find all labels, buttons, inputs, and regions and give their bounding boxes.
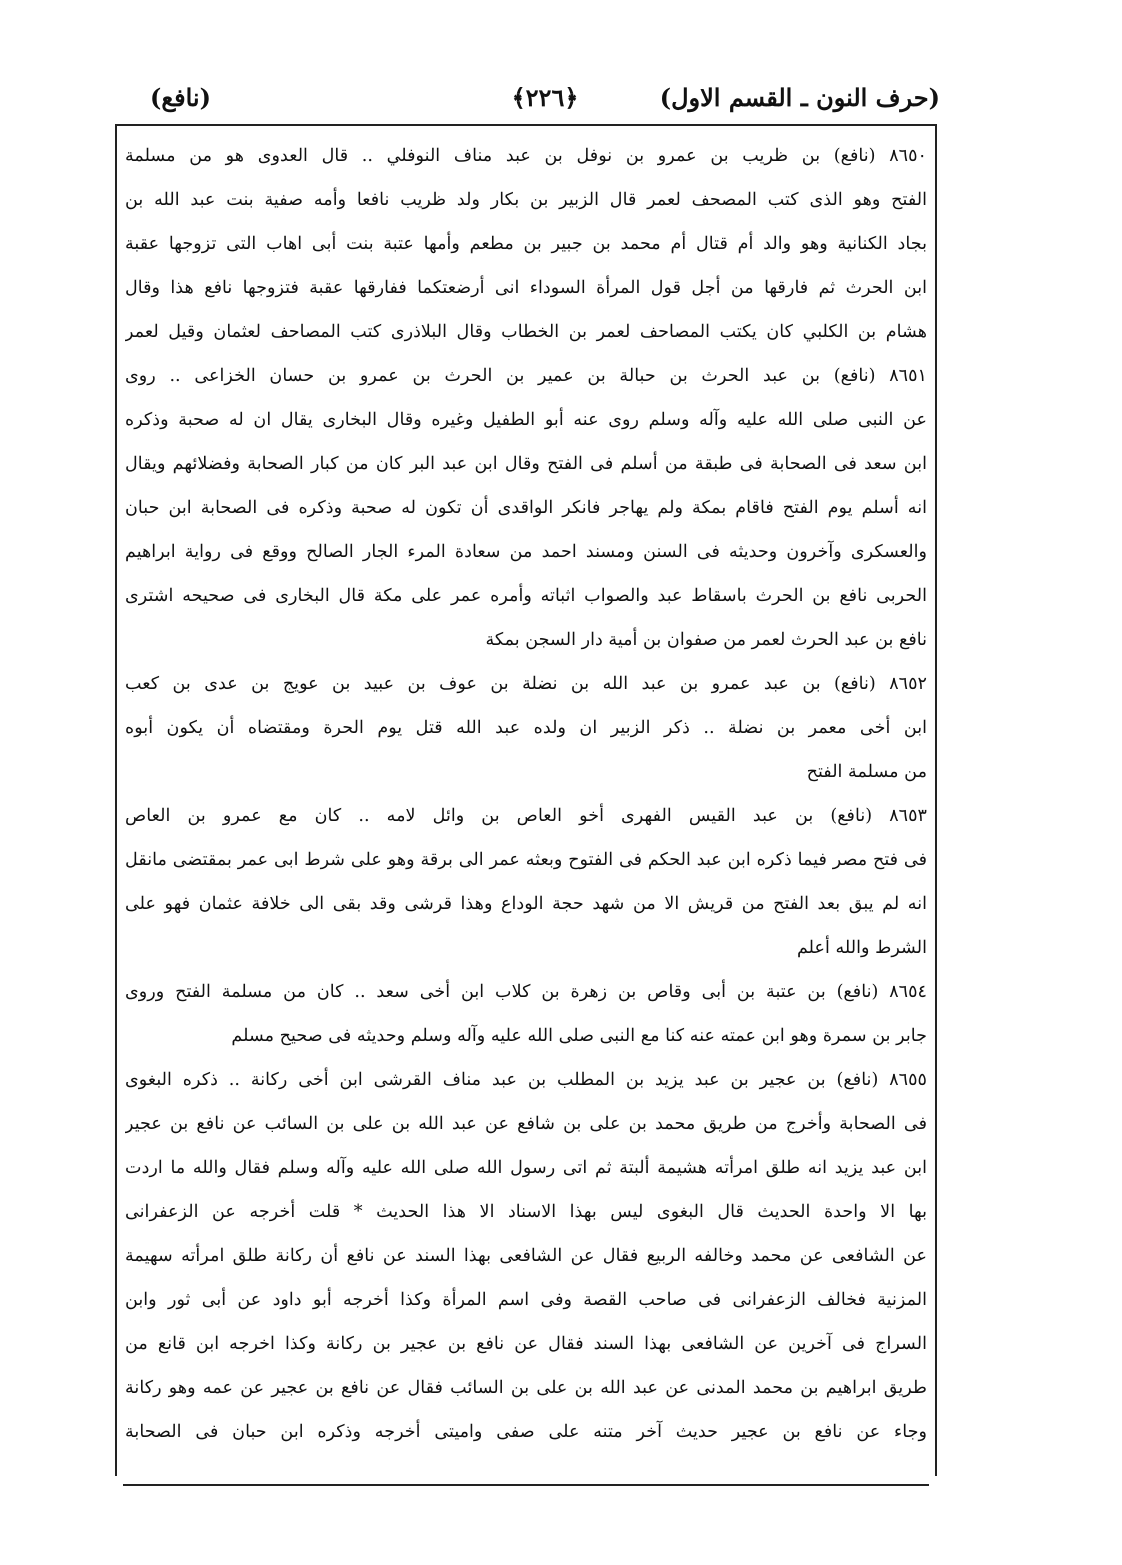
text-line: انه لم يبق بعد الفتح من قريش الا من شهد حجة الوداع وهذا قرشى وقد بقى الى خلافة عثمان فهو على	[125, 894, 927, 914]
text-line: انه أسلم يوم الفتح فاقام بمكة ولم يهاجر فانكر الواقدى أن تكون له صحبة وذكره فى الصحابة ابن حبان	[125, 498, 927, 518]
text-line: ٨٦٥٣ (نافع) بن عبد القيس الفهرى أخو العاص بن وائل لامه .. كان مع عمرو بن العاص	[125, 806, 927, 826]
page-header	[150, 78, 940, 118]
text-line: هشام بن الكلبي كان يكتب المصاحف لعمر بن الخطاب وقال البلاذرى كتب المصاحف لعثمان وقيل لعمر	[125, 322, 927, 342]
text-line: فى الصحابة وأخرج من طريق محمد بن على بن شافع عن عبد الله بن على بن السائب عن نافع بن عجير	[125, 1114, 927, 1134]
text-line: والعسكرى وآخرون وحديثه فى السنن ومسند احمد من سعادة المرء الجار الصالح ووقع فى رواية ابراهيم	[125, 542, 927, 562]
text-line: عن النبى صلى الله عليه وآله وسلم روى عنه أبو الطفيل وغيره وقال البخارى يقال ان له صحبة وذكره	[125, 410, 927, 430]
text-line: نافع بن عبد الحرث لعمر من صفوان بن أمية دار السجن بمكة	[485, 630, 927, 650]
text-line: بها الا واحدة الحديث قال البغوى ليس بهذا الاسناد الا هذا الحديث * قلت أخرجه عن الزعفرانى	[125, 1202, 927, 1222]
text-line: وجاء عن نافع بن عجير حديث آخر متنه على صفى واميتى أخرجه وذكره ابن حبان فى الصحابة	[125, 1422, 927, 1442]
running-head-entry: (نافع)	[150, 83, 211, 112]
text-line: ٨٦٥٢ (نافع) بن عبد عمرو بن عبد الله بن نضلة بن عوف بن عبيد بن عويج بن عدى بن كعب	[125, 674, 927, 694]
text-line: عن الشافعى عن محمد وخالفه الربيع فقال عن الشافعى بهذا السند عن نافع أن ركانة طلق امرأته سهيمة	[125, 1246, 927, 1266]
page-number: ﴿٢٢٦﴾	[511, 83, 579, 112]
text-line: فى فتح مصر فيما ذكره ابن عبد الحكم فى الفتوح وبعثه عمر الى برقة وهو على شرط ابى عمر بمقتضى مانقل	[125, 850, 927, 870]
text-line: الفتح وهو الذى كتب المصحف لعمر قال الزبير بن بكار ولد ظريب نافعا وأمه صفية بنت عبد الله بن	[125, 190, 927, 210]
text-line: ابن عبد يزيد انه طلق امرأته هشيمة ألبتة ثم اتى رسول الله صلى الله عليه وآله وسلم فقال والله ما اردت	[125, 1158, 927, 1178]
text-line: المزنية فخالف الزعفرانى فى صاحب القصة وفى اسم المرأة وكذا أخرجه أبو داود عن أبى ثور وابن	[125, 1290, 927, 1310]
text-line: ٨٦٥٠ (نافع) بن ظريب بن عمرو بن نوفل بن عبد مناف النوفلي .. قال العدوى هو من مسلمة	[125, 146, 927, 166]
text-line: ابن أخى معمر بن نضلة .. ذكر الزبير ان ولده عبد الله قتل يوم الحرة ومقتضاه أن يكون أبوه	[125, 718, 927, 738]
text-line: ابن الحرث ثم فارقها من أجل قول المرأة السوداء انى أرضعتكما ففارقها عقبة فتزوجها نافع هذا وقال	[125, 278, 927, 298]
text-line: السراج فى آخرين عن الشافعى بهذا السند فقال عن نافع بن عجير بن ركانة وكذا اخرجه ابن قانع من	[125, 1334, 927, 1354]
text-line: الحربى نافع بن الحرث باسقاط عبد والصواب اثباته وأمره عمر على مكة قال البخارى فى صحيحه اشترى	[125, 586, 927, 606]
text-line: ٨٦٥٤ (نافع) بن عتبة بن أبى وقاص بن زهرة بن كلاب ابن أخى سعد .. كان من مسلمة الفتح وروى	[125, 982, 927, 1002]
text-line: ٨٦٥١ (نافع) بن عبد الحرث بن حبالة بن عمير بن الحرث بن عمرو بن حسان الخزاعى .. روى	[125, 366, 927, 386]
text-line: بجاد الكنانية وهو والد أم قتال أم محمد بن جبير بن مطعم وأمها عتبة بنت أبى اهاب التى تزوجها عقبة	[125, 234, 927, 254]
text-line: جابر بن سمرة وهو ابن عمته عنه كنا مع النبى صلى الله عليه وآله وسلم وحديثه فى صحيح مسلم	[231, 1026, 927, 1046]
section-heading: (حرف النون ـ القسم الاول)	[659, 83, 940, 112]
text-line: ابن سعد فى الصحابة فى طبقة من أسلم فى الفتح وقال ابن عبد البر كان من كبار الصحابة وفضلائهم ويقال	[125, 454, 927, 474]
text-line: طريق ابراهيم بن محمد المدنى عن عبد الله بن على بن السائب فقال عن نافع بن عجير عن عمه وهو ركانة	[125, 1378, 927, 1398]
text-line: ٨٦٥٥ (نافع) بن عجير بن عبد يزيد بن المطلب بن عبد مناف القرشى ابن أخى ركانة .. ذكره البغوى	[125, 1070, 927, 1090]
text-line: من مسلمة الفتح	[806, 762, 927, 782]
text-frame	[115, 124, 937, 1476]
text-line: الشرط والله أعلم	[796, 938, 927, 958]
